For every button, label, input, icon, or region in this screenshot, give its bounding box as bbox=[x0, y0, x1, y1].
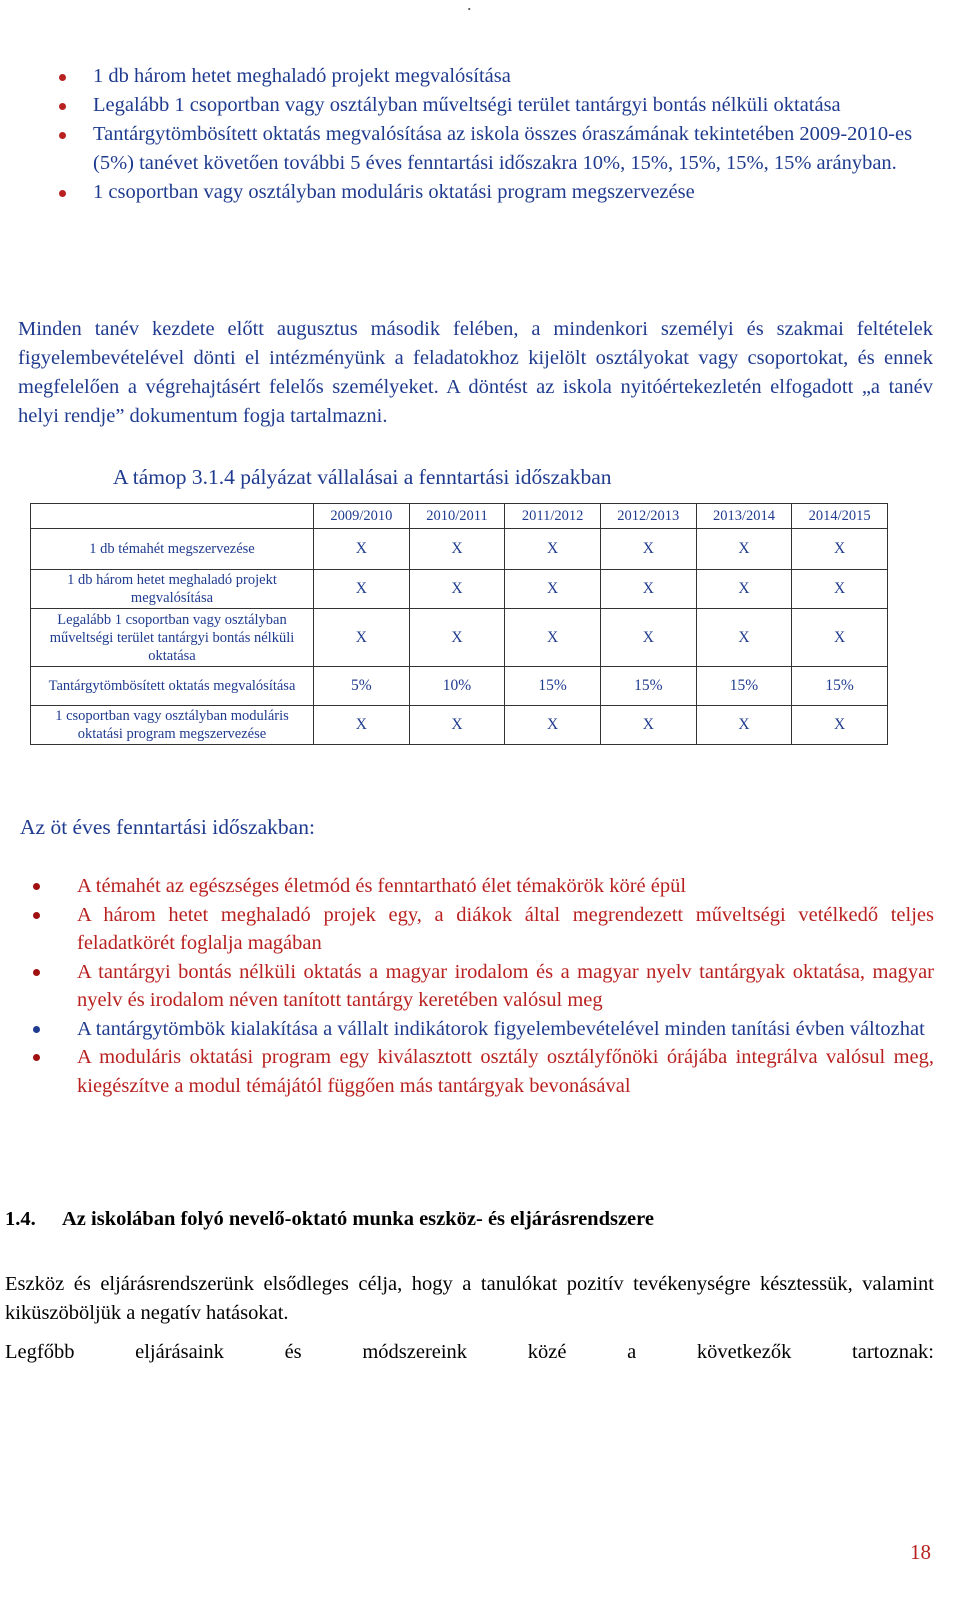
table-row bbox=[31, 609, 888, 667]
table-row bbox=[31, 667, 888, 706]
goals-list bbox=[93, 62, 953, 207]
bullet-icon bbox=[59, 74, 66, 81]
table-row bbox=[31, 570, 888, 609]
table-row bbox=[31, 706, 888, 745]
top-mark: . bbox=[467, 0, 472, 14]
row-label: Tantárgytömbösített oktatás megvalósítása bbox=[31, 667, 314, 706]
bullet-icon bbox=[33, 1026, 40, 1033]
table-header-row bbox=[31, 504, 888, 529]
row-label: 1 csoportban vagy osztályban moduláris oktatási program megszervezése bbox=[31, 706, 314, 745]
table-cell: X bbox=[505, 609, 601, 667]
five-year-title: Az öt éves fenntartási időszakban: bbox=[20, 815, 315, 839]
table-cell: X bbox=[600, 706, 696, 745]
year-header: 2010/2011 bbox=[409, 504, 505, 529]
list-item-text: 1 csoportban vagy osztályban moduláris oktatási program megszervezése bbox=[93, 181, 695, 203]
section-title: Az iskolában folyó nevelő-oktató munka eszköz- és eljárásrendszere bbox=[62, 1208, 654, 1230]
year-header: 2012/2013 bbox=[600, 504, 696, 529]
decision-paragraph: Minden tanév kezdete előtt augusztus második felében, a mindenkori személyi és szakmai feltételek figyelembevételével dönti el intézményünk a feladatokhoz kijelölt osztályokat vagy csoportokat, és ennek megfelelően a végrehajtásért felelős személyeket. A döntést az iskola nyitóértekezletén elfogadott „a tanév helyi rendje” dokumentum fogja tartalmazni. bbox=[18, 318, 933, 427]
list-item bbox=[77, 901, 934, 958]
table-cell: X bbox=[409, 706, 505, 745]
table-row bbox=[31, 529, 888, 570]
bullet-icon bbox=[33, 969, 40, 976]
table-cell: X bbox=[505, 529, 601, 570]
year-header: 2014/2015 bbox=[792, 504, 888, 529]
section-heading bbox=[5, 1208, 654, 1231]
table-cell: X bbox=[505, 570, 601, 609]
table-cell: X bbox=[696, 609, 792, 667]
table-title: A támop 3.1.4 pályázat vállalásai a fenntartási időszakban bbox=[113, 465, 612, 489]
table-cell: X bbox=[600, 570, 696, 609]
table-cell: 15% bbox=[505, 667, 601, 706]
table-cell: 15% bbox=[600, 667, 696, 706]
bullet-icon bbox=[33, 912, 40, 919]
table-cell: X bbox=[409, 529, 505, 570]
table-cell: X bbox=[792, 706, 888, 745]
list-item-text: A tantárgyi bontás nélküli oktatás a magyar irodalom és a magyar nyelv tantárgyak oktatása, magyar nyelv és irodalom néven tanított tantárgy keretében valósul meg bbox=[77, 960, 934, 1011]
row-label: 1 db témahét megszervezése bbox=[31, 529, 314, 570]
section-number: 1.4. bbox=[5, 1208, 36, 1230]
list-item-text: A három hetet meghaladó projek egy, a diákok által megrendezett műveltségi vetélkedő teljes feladatkörét foglalja magában bbox=[77, 903, 934, 954]
table-cell: X bbox=[600, 529, 696, 570]
bullet-icon bbox=[59, 190, 66, 197]
list-item bbox=[77, 958, 934, 1015]
methods-intro-paragraph: Legfőbb eljárásaink és módszereink közé a következők tartoznak: bbox=[5, 1341, 934, 1363]
bullet-icon bbox=[59, 132, 66, 139]
row-label: Legalább 1 csoportban vagy osztályban műveltségi terület tantárgyi bontás nélküli oktatása bbox=[31, 609, 314, 667]
table-cell: X bbox=[696, 570, 792, 609]
table-cell: 5% bbox=[314, 667, 410, 706]
table-cell: 15% bbox=[696, 667, 792, 706]
table-cell: X bbox=[600, 609, 696, 667]
list-item-text: 1 db három hetet meghaladó projekt megvalósítása bbox=[93, 65, 511, 87]
bullet-icon bbox=[33, 1054, 40, 1061]
table-cell: X bbox=[792, 570, 888, 609]
year-header: 2009/2010 bbox=[314, 504, 410, 529]
table-cell: X bbox=[696, 529, 792, 570]
list-item-text: Tantárgytömbösített oktatás megvalósítása az iskola összes óraszámának tekintetében 2009-2010-es (5%) tanévet követően további 5 éves fenntartási időszakra 10%, 15%, 15%, 15%, 15% arányban. bbox=[93, 123, 913, 174]
table-cell: X bbox=[696, 706, 792, 745]
header-empty-cell bbox=[31, 504, 314, 529]
table-cell: X bbox=[314, 609, 410, 667]
table-cell: X bbox=[314, 529, 410, 570]
list-item-text: A tantárgytömbök kialakítása a vállalt indikátorok figyelembevételével minden tanítási évben változhat bbox=[77, 1017, 925, 1040]
list-item-text: Legalább 1 csoportban vagy osztályban műveltségi terület tantárgyi bontás nélküli oktatása bbox=[93, 94, 841, 116]
table-cell: 10% bbox=[409, 667, 505, 706]
list-item bbox=[93, 62, 953, 91]
year-header: 2011/2012 bbox=[505, 504, 601, 529]
page-number: 18 bbox=[910, 1540, 931, 1564]
year-header: 2013/2014 bbox=[696, 504, 792, 529]
list-item bbox=[93, 91, 953, 120]
table-cell: X bbox=[314, 706, 410, 745]
bullet-icon bbox=[33, 883, 40, 890]
list-item bbox=[77, 872, 934, 901]
table-cell: 15% bbox=[792, 667, 888, 706]
list-item bbox=[77, 1015, 934, 1044]
commitments-table bbox=[30, 503, 888, 745]
bullet-icon bbox=[59, 103, 66, 110]
row-label: 1 db három hetet meghaladó projekt megvalósítása bbox=[31, 570, 314, 609]
table-cell: X bbox=[505, 706, 601, 745]
list-item bbox=[93, 120, 953, 178]
table-cell: X bbox=[409, 609, 505, 667]
five-year-list bbox=[77, 872, 934, 1100]
table-cell: X bbox=[409, 570, 505, 609]
list-item-text: A témahét az egészséges életmód és fenntartható élet témakörök köré épül bbox=[77, 875, 687, 897]
table-cell: X bbox=[792, 529, 888, 570]
table-cell: X bbox=[792, 609, 888, 667]
table-cell: X bbox=[314, 570, 410, 609]
goal-paragraph: Eszköz és eljárásrendszerünk elsődleges célja, hogy a tanulókat pozitív tevékenységre késztessük, valamint kiküszöböljük a negatív hatásokat. bbox=[5, 1273, 934, 1324]
list-item bbox=[93, 178, 953, 207]
list-item-text: A moduláris oktatási program egy kiválasztott osztály osztályfőnöki órájába integrálva valósul meg, kiegészítve a modul témájától függően más tantárgyak bevonásával bbox=[77, 1046, 934, 1097]
list-item bbox=[77, 1043, 934, 1100]
